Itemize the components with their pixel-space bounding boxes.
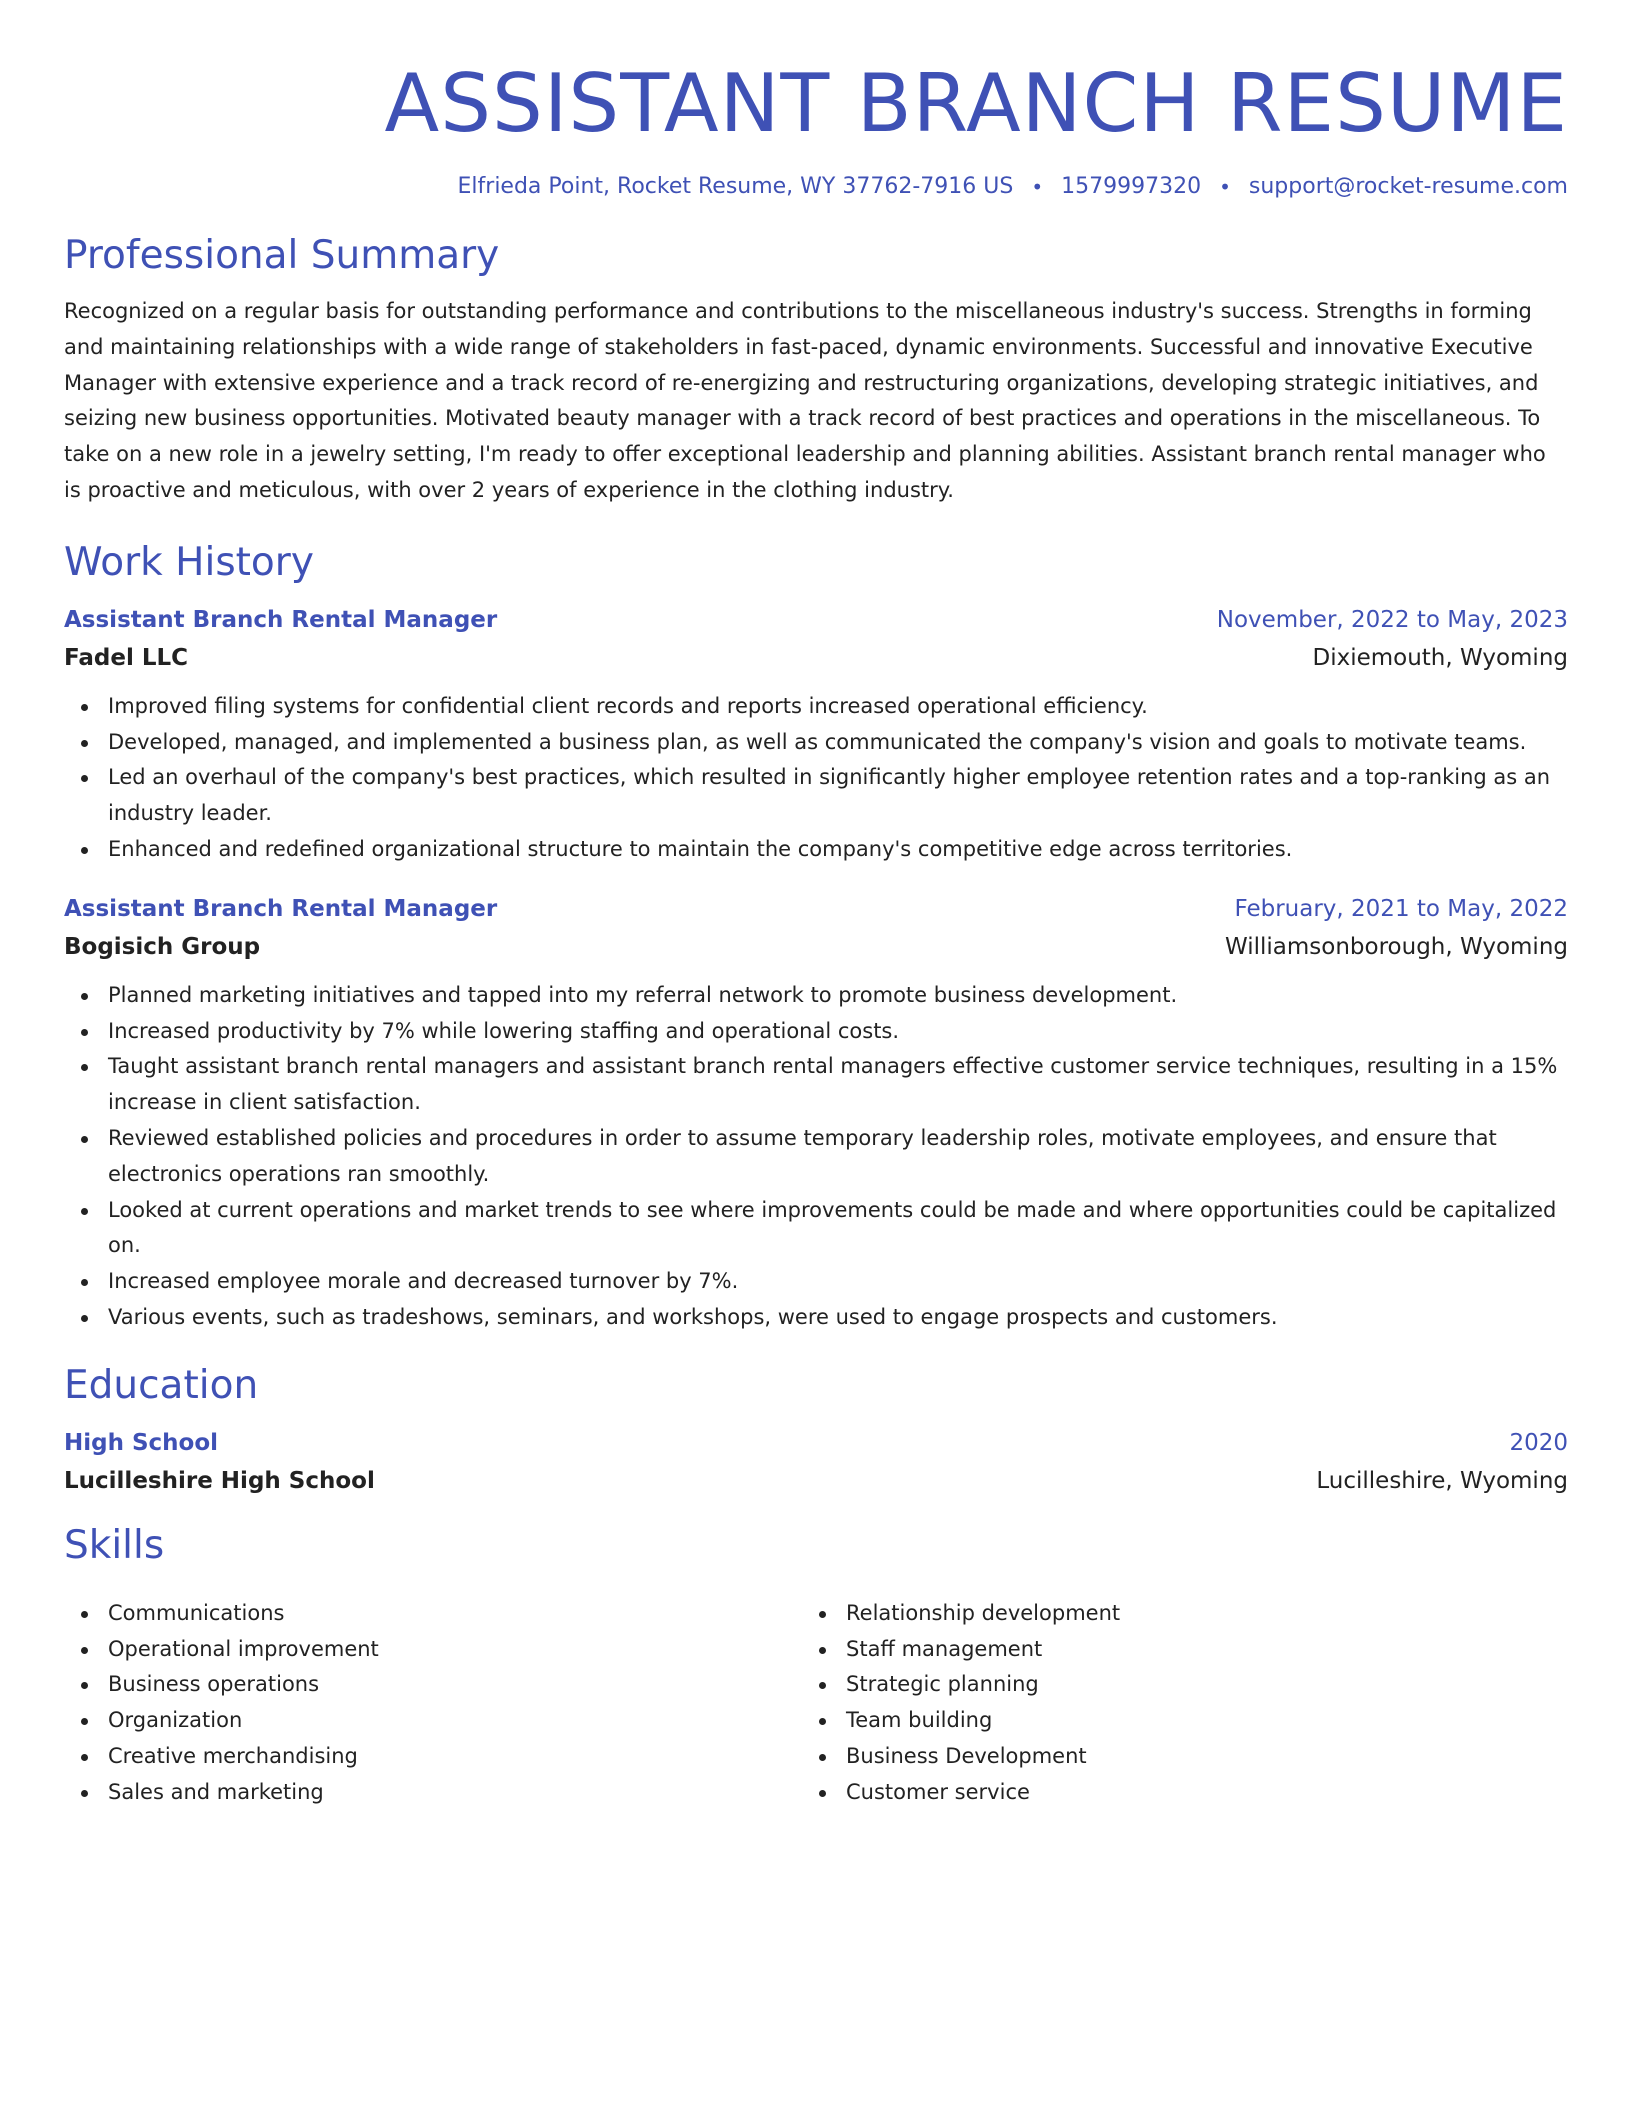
job-bullet: Led an overhaul of the company's best practices, which resulted in significantly higher employee retention rates and a top-ranking as an industry leader. <box>64 760 1568 832</box>
skills-grid <box>64 1584 1568 1811</box>
contact-address: Elfrieda Point, Rocket Resume, WY 37762-7916 US <box>457 174 1014 199</box>
job-bullet: Improved filing systems for confidential client records and reports increased operational efficiency. <box>64 689 1568 725</box>
job-header-row <box>64 890 1568 928</box>
job-location: Williamsonborough, Wyoming <box>1225 933 1568 960</box>
education-header-row <box>64 1424 1568 1462</box>
skill-item: Communications <box>64 1596 802 1632</box>
skills-column-right <box>802 1596 1540 1811</box>
job-company-row <box>64 639 1568 677</box>
job-bullet: Various events, such as tradeshows, seminars, and workshops, were used to engage prospects and customers. <box>64 1300 1568 1336</box>
job-bullet: Planned marketing initiatives and tapped into my referral network to promote business development. <box>64 978 1568 1014</box>
skill-item: Business operations <box>64 1667 802 1703</box>
summary-text: Recognized on a regular basis for outstanding performance and contributions to the miscellaneous industry's success. Strengths in forming and maintaining relationships with a wide range of stakeholders in fast-paced, dynamic environments. Successful and innovative Executive Manager with extensive experience and a track record of re-energizing and restructuring organizations, developing strategic initiatives, and seizing new business opportunities. Motivated beauty manager with a track record of best practices and operations in the miscellaneous. To take on a new role in a jewelry setting, I'm ready to offer exceptional leadership and planning abilities. Assistant branch rental manager who is proactive and meticulous, with over 2 years of experience in the clothing industry. <box>64 299 1546 502</box>
job-bullet: Enhanced and redefined organizational structure to maintain the company's competitive edge across territories. <box>64 832 1568 868</box>
skill-item: Business Development <box>802 1739 1540 1775</box>
job-title: Assistant Branch Rental Manager <box>64 895 498 922</box>
job-entry <box>64 601 1568 868</box>
job-location: Dixiemouth, Wyoming <box>1312 644 1568 671</box>
job-bullet: Taught assistant branch rental managers and assistant branch rental managers effective customer service techniques, resulting in a 15% increase in client satisfaction. <box>64 1049 1568 1121</box>
contact-separator: • <box>1219 175 1231 199</box>
skill-item: Creative merchandising <box>64 1739 802 1775</box>
skill-item: Operational improvement <box>64 1632 802 1668</box>
skill-item: Sales and marketing <box>64 1775 802 1811</box>
job-company-row <box>64 928 1568 966</box>
skill-item: Customer service <box>802 1775 1540 1811</box>
job-company: Fadel LLC <box>64 644 189 671</box>
skill-item: Organization <box>64 1703 802 1739</box>
job-bullet: Looked at current operations and market trends to see where improvements could be made and where opportunities could be capitalized on. <box>64 1193 1568 1265</box>
job-dates: February, 2021 to May, 2022 <box>1234 895 1568 922</box>
job-title: Assistant Branch Rental Manager <box>64 606 498 633</box>
contact-phone: 1579997320 <box>1061 174 1202 199</box>
section-title-skills: Skills <box>64 1522 165 1568</box>
resume-header <box>64 0 1568 202</box>
education-degree: High School <box>64 1429 219 1456</box>
section-title-education: Education <box>64 1362 259 1408</box>
job-company: Bogisich Group <box>64 933 261 960</box>
skills-column-left <box>64 1596 802 1811</box>
job-dates: November, 2022 to May, 2023 <box>1216 606 1568 633</box>
job-entry <box>64 890 1568 1336</box>
professional-summary-section <box>64 232 1568 509</box>
education-location: Lucilleshire, Wyoming <box>1316 1467 1568 1494</box>
skill-item: Strategic planning <box>802 1667 1540 1703</box>
resume-title: ASSISTANT BRANCH RESUME <box>384 57 1568 150</box>
section-title-professional-summary: Professional Summary <box>64 233 500 278</box>
contact-separator: • <box>1031 175 1044 199</box>
education-school-row <box>64 1462 1568 1500</box>
skill-item: Staff management <box>802 1632 1540 1668</box>
education-school: Lucilleshire High School <box>64 1467 375 1494</box>
education-entry <box>64 1424 1568 1500</box>
work-history-section <box>64 539 1568 1336</box>
education-section <box>64 1362 1568 1500</box>
job-bullet: Increased employee morale and decreased turnover by 7%. <box>64 1264 1568 1300</box>
job-bullet: Reviewed established policies and procedures in order to assume temporary leadership roles, motivate employees, and ensure that electronics operations ran smoothly. <box>64 1121 1568 1193</box>
job-bullet: Increased productivity by 7% while lowering staffing and operational costs. <box>64 1014 1568 1050</box>
contact-email: support@rocket-resume.com <box>1248 174 1568 199</box>
skill-item: Relationship development <box>802 1596 1540 1632</box>
skills-section <box>64 1522 1568 1811</box>
skill-item: Team building <box>802 1703 1540 1739</box>
job-bullet: Developed, managed, and implemented a business plan, as well as communicated the company's vision and goals to motivate teams. <box>64 725 1568 761</box>
job-bullet-list <box>64 978 1568 1336</box>
job-bullet-list <box>64 689 1568 868</box>
education-year: 2020 <box>1509 1429 1568 1456</box>
contact-line <box>64 172 1568 202</box>
job-header-row <box>64 601 1568 639</box>
section-title-work-history: Work History <box>64 539 314 585</box>
